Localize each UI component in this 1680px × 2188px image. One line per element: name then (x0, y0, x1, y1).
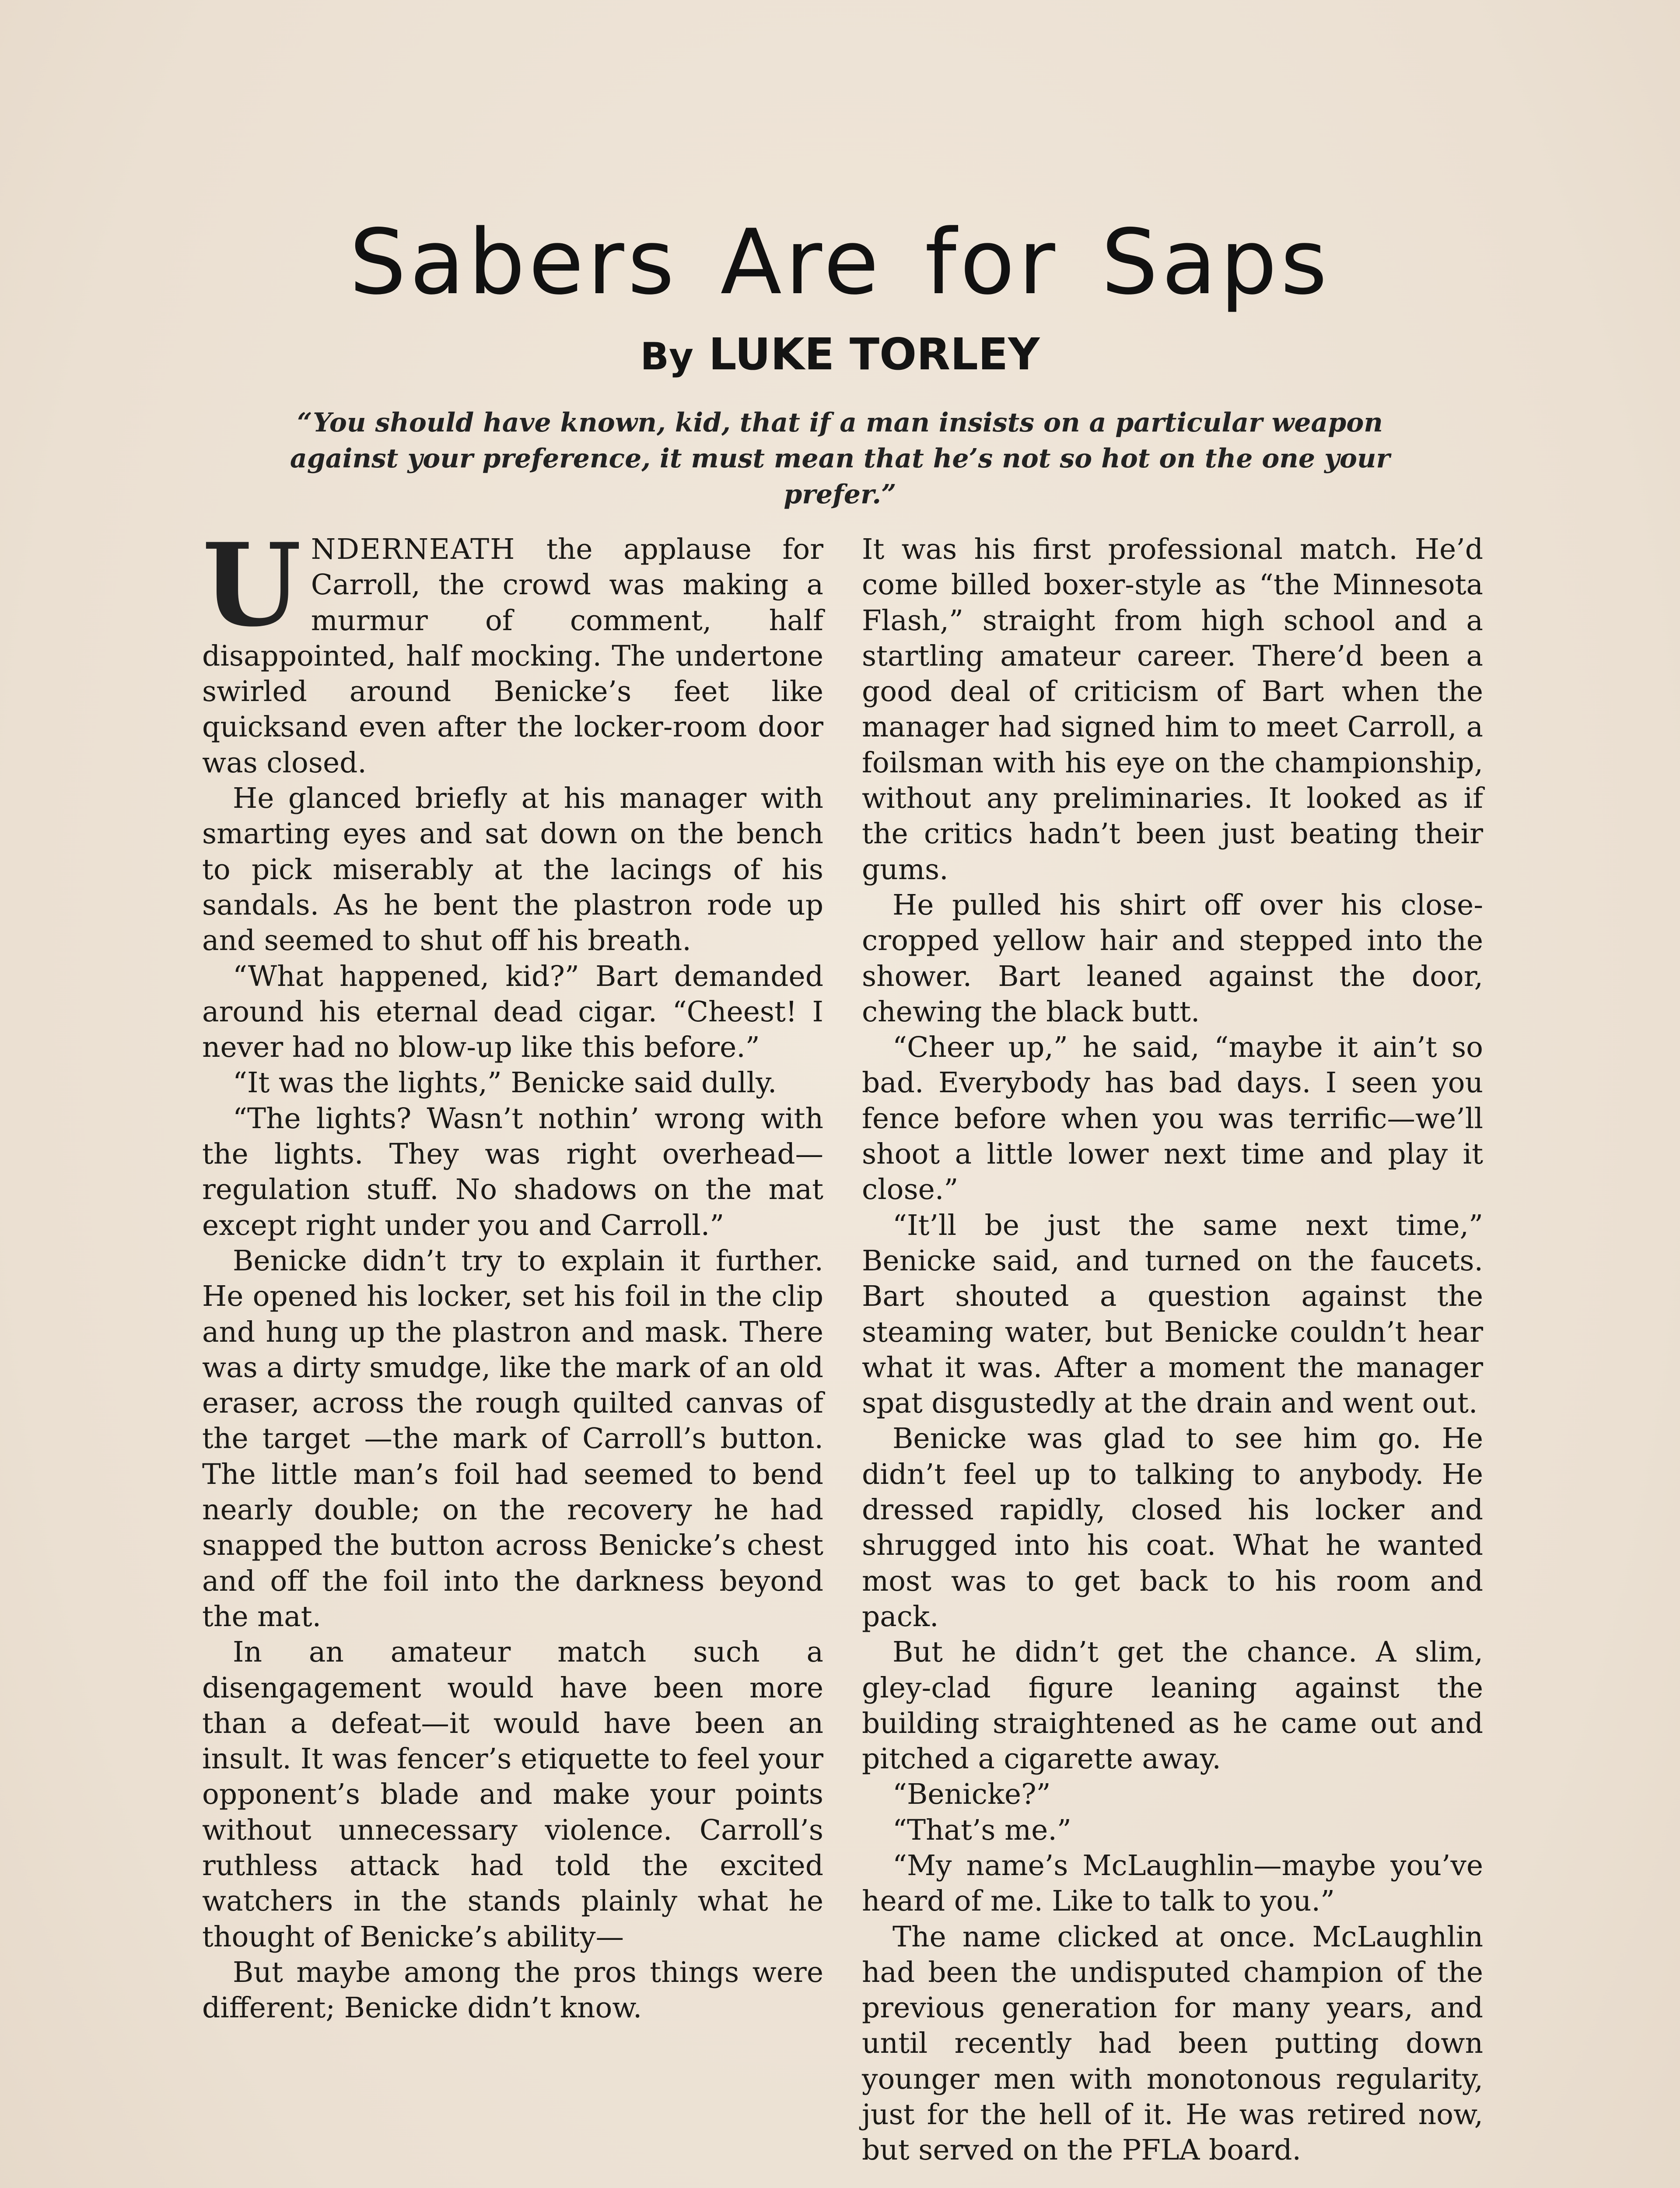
paragraph: Benicke was glad to see him go. He didn’t feel up to talking to anybody. He dressed rapidly, closed his locker and shrugged into his coat. What he wanted most was to get back to his room and pack. (862, 1422, 1483, 1633)
drop-cap: U (202, 519, 301, 652)
paragraph: It was his first professional match. He’d come billed boxer-style as “the Minnesota Flash,” straight from high school and a startling amateur career. There’d been a good deal of criticism of Bart when the manager had signed him to meet Carroll, a foilsman with his eye on the championship, without any preliminaries. It looked as if the critics hadn’t been just beating their gums. (862, 533, 1483, 886)
byline-by: By (640, 335, 694, 379)
paragraph: He pulled his shirt off over his close-cropped yellow hair and stepped into the shower. Bart leaned against the door, chewing the black butt. (862, 888, 1483, 1028)
paragraph: But maybe among the pros things were different; Benicke didn’t know. (202, 1956, 823, 2025)
paragraph: “My name’s McLaughlin—maybe you’ve heard of me. Like to talk to you.” (862, 1849, 1483, 1918)
paragraph: But he didn’t get the chance. A slim, gley-clad figure leaning against the building straightened as he came out and pitched a cigarette away. (862, 1636, 1483, 1776)
paragraph: Benicke didn’t try to explain it further. He opened his locker, set his foil in the clip and hung up the plastron and mask. There was a dirty smudge, like the mark of an old eraser, across the rough quilted canvas of the target —the mark of Carroll’s button. The little man’s foil had seemed to bend nearly double; on the recovery he had snapped the button across Benicke’s chest and off the foil into the darkness beyond the mat. (202, 1244, 823, 1633)
story-title: Sabers Are for Saps (349, 210, 1331, 315)
paragraph: In an amateur match such a disengagement would have been more than a defeat—it would have been an insult. It was fencer’s etiquette to feel your opponent’s blade and make your points without unnecessary violence. Carroll’s ruthless attack had told the excited watchers in the stands plainly what he thought of Benicke’s ability— (202, 1636, 823, 1953)
paragraph: “Benicke?” (892, 1778, 1051, 1811)
opening-word: NDERNEATH (311, 533, 516, 566)
paragraph: The name clicked at once. McLaughlin had been the undisputed champion of the previous generation for many years, and until recently had been putting down younger men with monotonous regularity, just for the hell of it. He was retired now, but served on the PFLA board. (862, 1920, 1483, 2167)
paragraph: “That’s me.” (892, 1813, 1071, 1847)
text-column-left (202, 519, 823, 2188)
paragraph: “What happened, kid?” Bart demanded around his eternal dead cigar. “Cheest! I never had no blow-up like this before.” (202, 960, 823, 1064)
paragraph: “It was the lights,” Benicke said dully. (233, 1066, 777, 1100)
byline-author: LUKE TORLEY (708, 329, 1040, 380)
story-blurb: “You should have known, kid, that if a man insists on a particular weapon against your preference, it must mean that he’s not so hot on the one your prefer.” (290, 407, 1390, 510)
opening-paragraph (202, 519, 823, 781)
paragraph: “The lights? Wasn’t nothin’ wrong with the lights. They was right overhead—regulation stuff. No shadows on the mat except right under you and Carroll.” (202, 1102, 823, 1242)
paragraph: “Cheer up,” he said, “maybe it ain’t so bad. Everybody has bad days. I seen you fence before when you was terrific—we’ll shoot a little lower next time and play it close.” (862, 1031, 1483, 1206)
paragraph: He glanced briefly at his manager with smarting eyes and sat down on the bench to pick miserably at the lacings of his sandals. As he bent the plastron rode up and seemed to shut off his breath. (202, 782, 823, 957)
byline (0, 324, 1680, 385)
opening-paragraph-text: the applause for Carroll, the crowd was making a murmur of comment, half disappointed, half mocking. The undertone swirled around Benicke’s feet like quicksand even after the locker-room door was closed. (202, 533, 823, 779)
paragraph: “It’ll be just the same next time,” Benicke said, and turned on the faucets. Bart shouted a question against the steaming water, but Benicke couldn’t hear what it was. After a moment the manager spat disgustedly at the drain and went out. (862, 1209, 1483, 1420)
text-column-right (862, 532, 1483, 2188)
